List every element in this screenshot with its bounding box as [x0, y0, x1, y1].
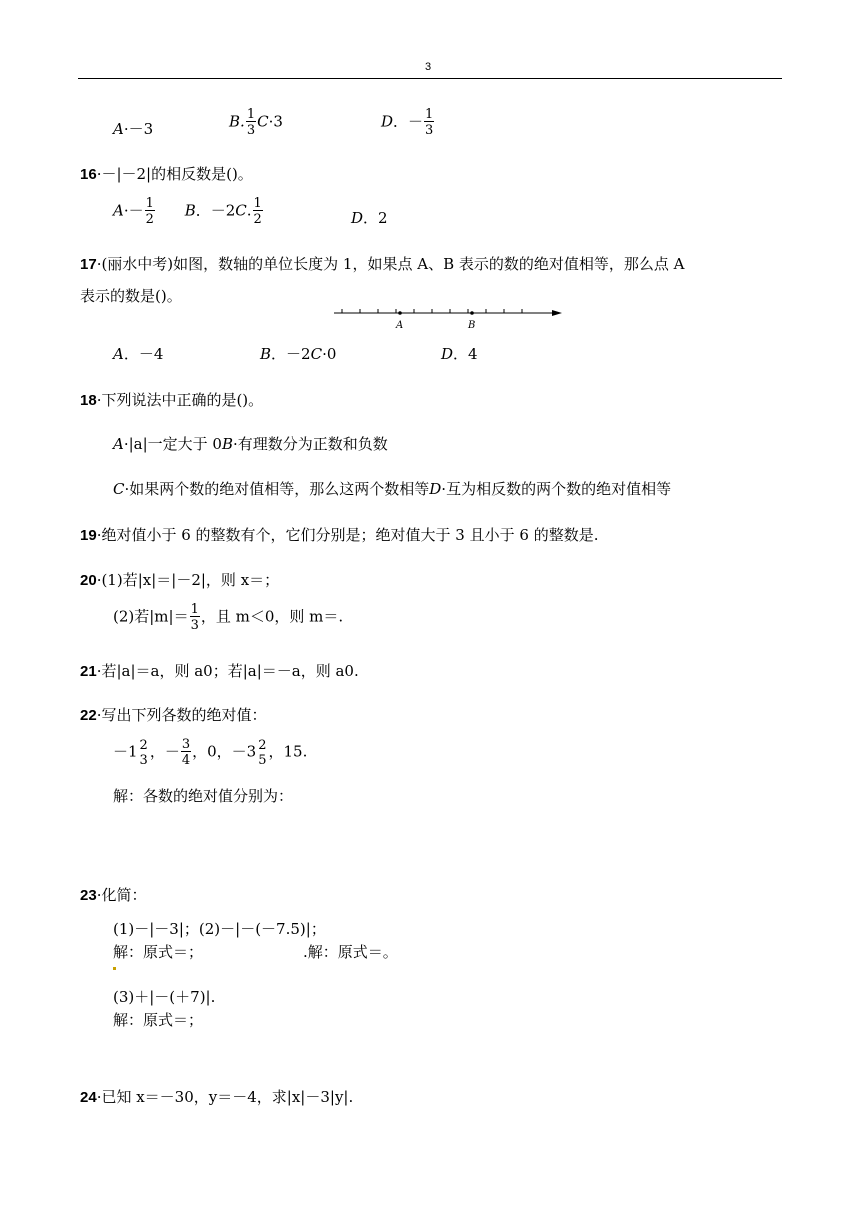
q15-option-a	[113, 118, 153, 139]
q16-a-letter: A	[113, 201, 124, 220]
q15-d-fraction: $\frac{1}{3}$	[425, 107, 434, 138]
q16-c-letter: C	[235, 201, 247, 220]
q18-b-letter: B	[221, 435, 234, 453]
q18-c-letter: C	[113, 480, 125, 498]
number-line-figure	[330, 303, 566, 333]
q18-a-letter: A	[113, 435, 124, 453]
q22-num4: ，15.	[268, 742, 308, 761]
number-line-ticks	[342, 309, 522, 313]
q18-stem	[80, 389, 263, 410]
q23-line4: 解：原式＝；	[113, 1011, 204, 1029]
q15-c-letter: C	[257, 112, 269, 131]
q16-options: A·－ $\frac{1}{2}$ B．－2C. $\frac{1}{2}$	[113, 196, 262, 227]
q24-number: 24	[80, 1089, 97, 1106]
q22-fraction-2: $\frac{3}{4}$	[181, 737, 191, 768]
q20-part2-pre: (2)若|m|＝	[113, 607, 189, 626]
q17-a-text: ．－4	[123, 345, 164, 363]
q18-options-ab	[113, 433, 388, 454]
q15-a-letter: A	[113, 120, 124, 138]
q23-stem	[80, 884, 146, 905]
q17-b-letter: B	[260, 345, 272, 363]
q20-part2	[113, 603, 343, 632]
q15-d-text: ．－	[393, 112, 424, 131]
q22-num1: －1	[113, 742, 138, 761]
page-number: 3	[425, 61, 432, 73]
q20-fraction: $\frac{1}{3}$	[190, 602, 199, 633]
q15-b-fraction: $\frac{1}{3}$	[246, 107, 256, 138]
q17-a-letter: A	[113, 345, 124, 363]
q23-line2a: 解：原式＝；	[113, 943, 204, 961]
q16-stem	[80, 163, 253, 184]
q23-number: 23	[80, 887, 97, 904]
q23-line2b: .解：原式＝。	[303, 943, 398, 961]
q17-stem-line1	[80, 253, 684, 274]
q18-a-text: ·|a|一定大于 0	[123, 435, 222, 453]
q22-fraction-3: 2 5	[258, 737, 267, 768]
number-line-arrow	[552, 310, 562, 316]
q23-text: ·化简：	[96, 886, 147, 904]
q19-text: ·绝对值小于 6 的整数有个，它们分别是；绝对值大于 3 且小于 6 的整数是.	[96, 526, 599, 544]
q17-d-letter: D	[441, 345, 454, 363]
q16-d-letter: D	[351, 209, 364, 227]
q18-b-text: ·有理数分为正数和负数	[233, 435, 388, 453]
q21-text: ·若|a|＝a，则 a0；若|a|＝－a，则 a0.	[96, 662, 359, 680]
q22-stem	[80, 704, 266, 725]
q18-c-text: ·如果两个数的绝对值相等，那么这两个数相等	[124, 480, 430, 498]
point-b-dot	[470, 311, 474, 315]
q16-option-d	[351, 207, 388, 228]
q24-stem	[80, 1086, 353, 1107]
header-rule	[78, 78, 782, 79]
point-b-label: B	[468, 320, 476, 331]
q16-b-text: ．－2	[195, 201, 236, 220]
q22-text: ·写出下列各数的绝对值：	[96, 706, 267, 724]
q16-d-text: ．2	[363, 209, 388, 227]
q15-c-text: ·3	[268, 112, 283, 131]
q17-stem-line2: 表示的数是()。	[80, 287, 182, 305]
q16-a-fraction: $\frac{1}{2}$	[145, 196, 154, 227]
q21-number: 21	[80, 663, 97, 680]
q15-b-letter: B	[229, 112, 241, 131]
q17-b-text: ．－2	[271, 345, 311, 363]
q16-c-fraction: $\frac{1}{2}$	[253, 196, 262, 227]
q15-option-d	[381, 108, 435, 137]
q18-d-letter: D	[429, 480, 442, 498]
ink-dot	[113, 967, 116, 970]
point-a-dot	[398, 311, 402, 315]
q21-stem	[80, 660, 359, 681]
q20-number: 20	[80, 572, 97, 589]
q18-options-cd	[113, 478, 671, 499]
point-a-label: A	[396, 320, 404, 331]
q22-num3: ，0，－3	[192, 742, 257, 761]
q16-number: 16	[80, 166, 97, 183]
q17-c-letter: C	[310, 345, 323, 363]
q16-b-letter: B	[184, 201, 196, 220]
q17-option-a	[113, 343, 163, 364]
q20-part1	[80, 569, 279, 590]
q17-number: 17	[80, 256, 97, 273]
q18-text: ·下列说法中正确的是()。	[96, 391, 264, 409]
q16-text: ·－|－2|的相反数是()。	[96, 165, 253, 183]
q20-part2-post: ，且 m＜0，则 m＝.	[200, 607, 344, 626]
q23-line3: (3)＋|－(＋7)|.	[113, 988, 216, 1006]
q19-stem	[80, 524, 598, 545]
q22-fraction-1: 2 3	[139, 737, 148, 768]
q24-text: ·已知 x＝－30，y＝－4，求|x|－3|y|.	[96, 1088, 354, 1106]
q15-a-text: ·－3	[123, 120, 154, 138]
q17-option-b-c	[260, 343, 336, 364]
q23-line1: (1)－|－3|；(2)－|－(－7.5)|；	[113, 920, 326, 938]
q15-d-letter: D	[381, 112, 394, 131]
q22-answer: 解：各数的绝对值分别为：	[113, 787, 294, 805]
q18-d-text: ·互为相反数的两个数的绝对值相等	[441, 480, 672, 498]
q22-number: 22	[80, 707, 97, 724]
q22-num2: ，－	[149, 742, 180, 761]
q17-d-text: ．4	[453, 345, 478, 363]
q16-a-text: ·－	[123, 201, 144, 220]
q17-line1: ·(丽水中考)如图，数轴的单位长度为 1，如果点 A、B 表示的数的绝对值相等，那么点 A	[96, 255, 685, 273]
q17-option-d	[441, 343, 478, 364]
q19-number: 19	[80, 527, 97, 544]
q18-number: 18	[80, 392, 97, 409]
q17-c-text: ·0	[322, 345, 337, 363]
q22-numbers	[113, 738, 307, 767]
q15-option-b-c: B. $\frac{1}{3}$ C·3	[229, 107, 283, 138]
q20-part1-text: ·(1)若|x|＝|－2|，则 x＝；	[96, 571, 280, 589]
